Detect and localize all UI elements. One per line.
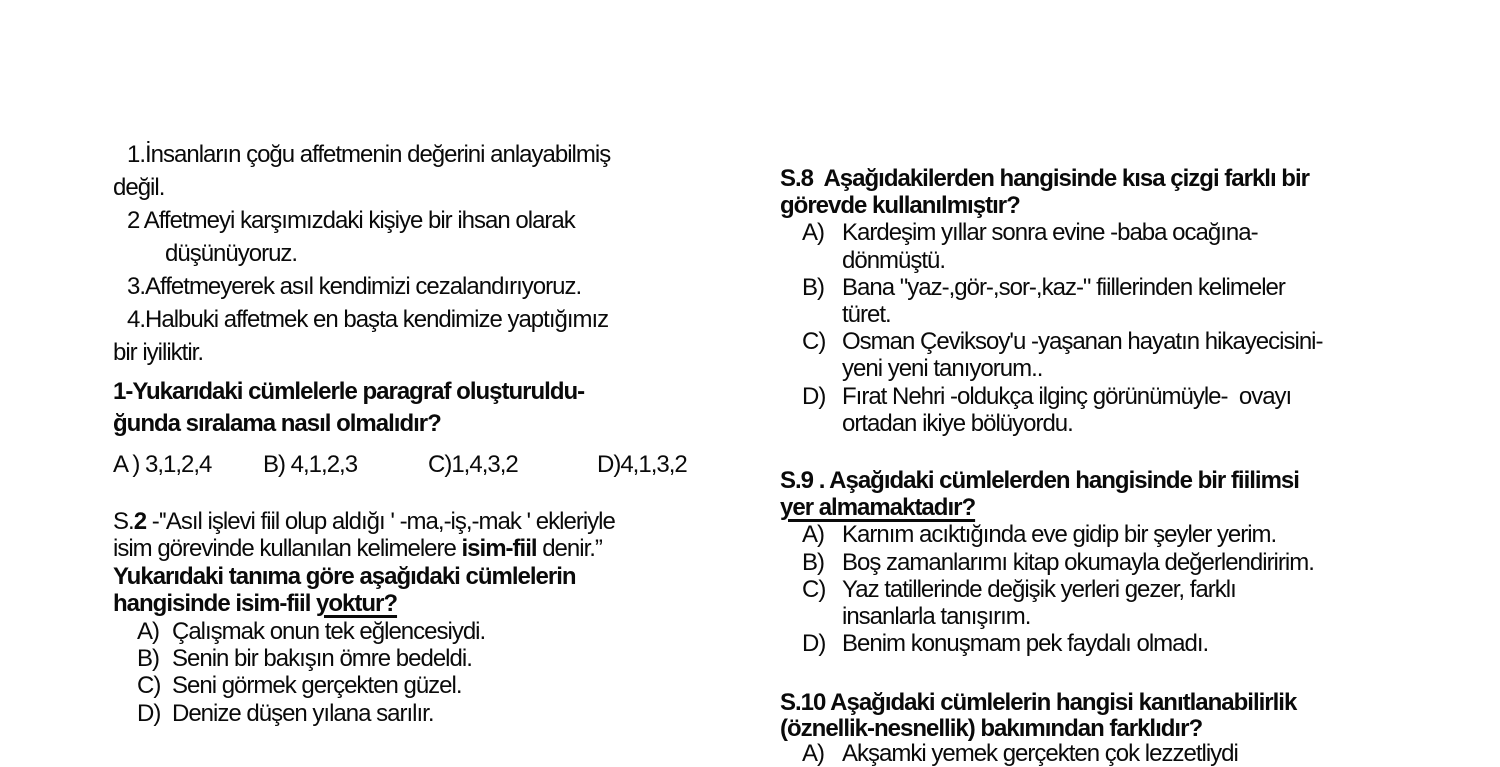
intro-sentence-line: 3.Affetmeyerek asıl kendimizi cezalandırıyoruz. xyxy=(127,273,582,300)
question-2-option-row xyxy=(113,618,615,645)
question-8-option-row xyxy=(780,383,1322,437)
question-10-option-row xyxy=(780,741,1296,767)
intro-sentence-line: bir iyiliktir. xyxy=(113,339,204,366)
option-text-line: Benim konuşmam pek faydalı olmadı. xyxy=(842,630,1209,658)
intro-sentence-line: düşünüyoruz. xyxy=(165,240,298,267)
option-text xyxy=(842,219,1258,273)
option-text-line: dönmüştü. xyxy=(842,246,946,274)
option-letter: B) xyxy=(802,273,824,301)
question-2-seg-s: S. xyxy=(113,508,134,535)
question-8-option-row xyxy=(780,274,1322,328)
question-1-header xyxy=(113,376,584,440)
intro-sentence-line: 2 Affetmeyi karşımızdaki kişiye bir ihsan olarak xyxy=(127,207,575,234)
option-letter: A) xyxy=(802,521,824,549)
question-8-option-row xyxy=(780,328,1322,382)
question-10-block xyxy=(780,690,1296,767)
question-9-header-line: S.9 . Aşağıdaki cümlelerden hangisinde bir fiilimsi xyxy=(780,467,1299,494)
option-text-line: Bana "yaz-,gör-,sor-,kaz-" fiillerinden kelimeler xyxy=(842,273,1285,301)
option-text-line: ortadan ikiye bölüyordu. xyxy=(842,409,1073,437)
option-text: Seni görmek gerçekten güzel. xyxy=(172,672,462,700)
question-2-seg-definition: denir.” xyxy=(536,535,602,563)
question-2-option-row xyxy=(113,700,615,727)
option-text-line: Osman Çeviksoy'u -yaşanan hayatın hikayecisini- xyxy=(842,328,1323,356)
question-10-header-line: S.10 Aşağıdaki cümlelerin hangisi kanıtlanabilirlik xyxy=(780,689,1297,716)
option-letter: D) xyxy=(137,699,161,727)
option-letter: C) xyxy=(137,672,161,700)
option-text-line: Kardeşim yıllar sonra evine -baba ocağına- xyxy=(842,219,1258,247)
option-text xyxy=(842,383,1291,437)
question-1-option-a: A ) 3,1,2,4 xyxy=(113,451,212,478)
question-2-seg-term: isim-fiil xyxy=(461,535,537,563)
option-text xyxy=(842,630,1208,657)
option-letter: A) xyxy=(802,740,824,767)
question-2-option-row xyxy=(113,672,615,699)
question-2-seg-definition: isim görevinde kullanılan kelimelere xyxy=(113,535,462,563)
question-8-header-line: görevde kullanılmıştır? xyxy=(780,192,1020,220)
option-text-line: Karnım acıktığında eve gidip bir şeyler yerim. xyxy=(842,521,1277,549)
question-2-block xyxy=(113,508,615,727)
intro-sentence-line: 4.Halbuki affetmek en başta kendimize yaptığımız xyxy=(127,306,609,333)
option-text: Denize düşen yılana sarılır. xyxy=(172,699,434,727)
intro-sentence-line: 1.İnsanların çoğu affetmenin değerini anlayabilmiş xyxy=(127,141,611,168)
option-letter: B) xyxy=(802,548,824,576)
question-1-option-c: C)1,4,3,2 xyxy=(428,451,518,478)
option-text-line: Yaz tatillerinde değişik yerleri gezer, farklı xyxy=(842,575,1236,603)
question-2-seg-number: 2 xyxy=(133,508,147,535)
question-9-option-row xyxy=(780,576,1314,630)
question-1-option-d: D)4,1,3,2 xyxy=(597,451,687,478)
question-9-block xyxy=(780,467,1314,657)
option-text xyxy=(842,274,1285,328)
question-2-header-underlined-word: yoktur? xyxy=(316,590,398,618)
question-2-option-row xyxy=(113,645,615,672)
option-letter: C) xyxy=(802,328,826,356)
option-text xyxy=(842,576,1236,630)
question-8-header-line: S.8 Aşağıdakilerden hangisinde kısa çizgi farklı bir xyxy=(780,165,1309,192)
option-text-line: türet. xyxy=(842,301,891,329)
intro-sentence-list xyxy=(113,138,610,369)
option-text xyxy=(842,521,1276,548)
question-9-option-row xyxy=(780,521,1314,548)
option-text: Çalışmak onun tek eğlencesiydi. xyxy=(172,617,486,645)
question-9-option-row xyxy=(780,549,1314,576)
question-2-header-line xyxy=(113,590,615,617)
option-text-line: Boş zamanlarımı kitap okumayla değerlendiririm. xyxy=(842,548,1314,576)
question-9-option-row xyxy=(780,630,1314,657)
option-letter: C) xyxy=(802,575,826,603)
question-1-options-row xyxy=(113,448,713,481)
question-10-header-line: (öznellik-nesnellik) bakımından farklıdır? xyxy=(780,714,1203,742)
question-1-header-line: 1-Yukarıdaki cümlelerle paragraf oluşturuldu- xyxy=(113,378,585,405)
question-2-text-line xyxy=(113,535,615,562)
intro-sentence-line: değil. xyxy=(113,174,165,201)
question-2-text-line xyxy=(113,508,615,535)
option-text xyxy=(842,549,1314,576)
question-2-seg-definition: -''Asıl işlevi fiil olup aldığı ' -ma,-iş,-mak ' ekleriyle xyxy=(146,508,615,535)
option-text-line: Akşamki yemek gerçekten çok lezzetliydi xyxy=(842,740,1238,767)
option-letter: D) xyxy=(802,382,826,410)
question-8-block xyxy=(780,165,1322,437)
option-text-line: yeni yeni tanıyorum.. xyxy=(842,355,1043,383)
question-2-header-line: Yukarıdaki tanıma göre aşağıdaki cümlelerin xyxy=(113,562,576,590)
question-2-header-seg: hangisinde isim-fiil xyxy=(113,590,317,618)
question-1-header-line: ğunda sıralama nasıl olmalıdır? xyxy=(113,410,441,437)
option-text-line: Fırat Nehri -oldukça ilginç görünümüyle- ovayı xyxy=(842,382,1292,410)
option-text xyxy=(842,741,1238,767)
option-text: Senin bir bakışın ömre bedeldi. xyxy=(172,645,472,673)
question-9-header-underlined-line: yer almamaktadır? xyxy=(780,494,976,522)
option-letter: A) xyxy=(137,617,159,645)
option-text xyxy=(842,328,1322,382)
question-8-option-row xyxy=(780,219,1322,273)
question-1-option-b: B) 4,1,2,3 xyxy=(263,451,358,478)
option-letter: A) xyxy=(802,219,824,247)
option-letter: B) xyxy=(137,645,159,673)
option-text-line: insanlarla tanışırım. xyxy=(842,603,1031,631)
option-letter: D) xyxy=(802,630,826,658)
